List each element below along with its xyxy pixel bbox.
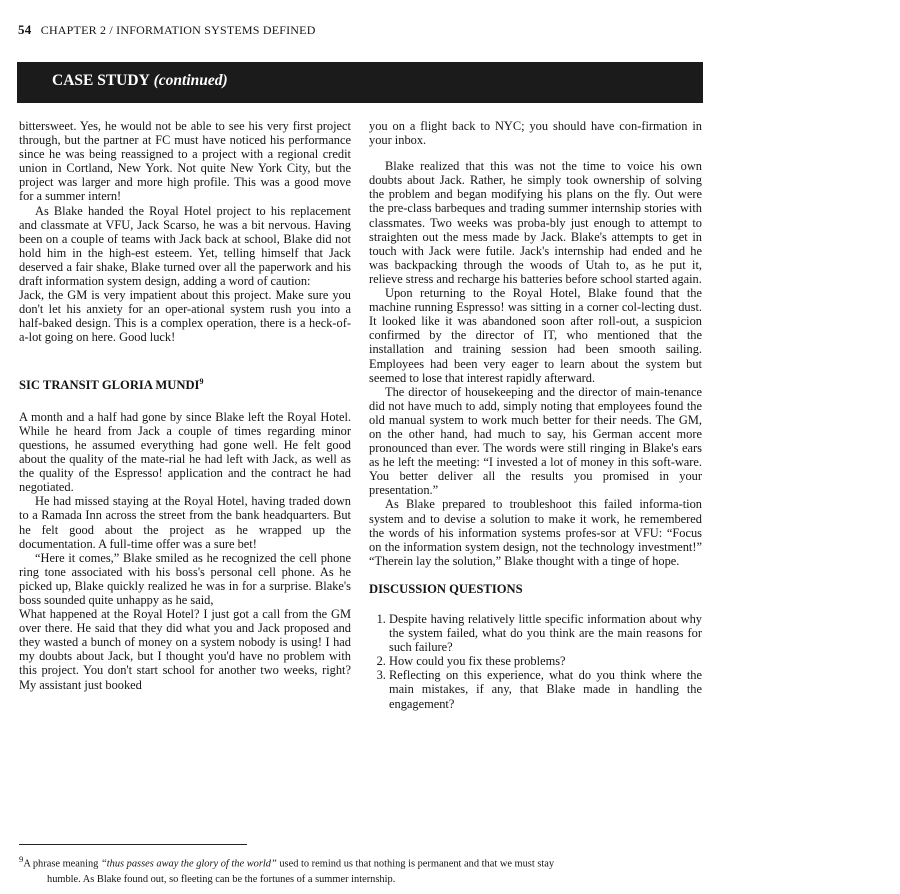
footnote-text: used to remind us that nothing is permanent and that we must stay — [276, 858, 555, 870]
paragraph: The director of housekeeping and the director of main-tenance did not have much to add, simply noting that employees found the old manual system to work much better for their needs. The GM, on the other hand, had much to say, his German accent more pronounced than ever. The words were still ringing in Blake's ears as he left the meeting: “I invested a lot of money in this soft-ware. You better deliver all the results you promised in your presentation.” — [369, 384, 702, 498]
paragraph: He had missed staying at the Royal Hotel, having traded down to a Ramada Inn across the street from the bank headquarters. But he felt good about the project as he wrapped up the documentation. A full-time offer was a sure bet! — [19, 494, 351, 551]
list-item: 1. Despite having relatively little specific information about why the system failed, what do you think are the main reasons for such failure? — [389, 612, 702, 654]
page-number: 54 — [18, 22, 32, 37]
paragraph: As Blake handed the Royal Hotel project to his replacement and classmate at VFU, Jack Scarso, he was a bit nervous. Having been on a couple of teams with Jack back at school, Blake did not hold him in the high-est esteem. Yet, telling himself that Jack deserved a fair shake, Blake turned over all the paperwork and his draft information system design, adding a word of caution: — [19, 203, 351, 289]
paragraph: Blake realized that this was not the time to voice his own doubts about Jack. Rather, he simply took ownership of solving the problem and began modifying his plans on the fly. Out were the pre-class barbeques and trading summer internship stories with classmates. Two weeks was proba-bly just enough to attempt to straighten out the mess made by Jack. Blake's attempts to get in touch with Jack were futile. Jack's internship had ended and he was backpacking through the woods of Utah to, as he put it, relieve stress and recharge his batteries before school started again. — [369, 159, 702, 286]
case-study-banner — [17, 62, 703, 103]
paragraph: As Blake prepared to troubleshoot this failed informa-tion system and to devise a solution to make it work, he remembered the words of his information systems profes-sor at VFU: “Focus on the information system design, not the technology investment!” “Therein lay the solution,” Blake thought with a tinge of hope. — [369, 497, 702, 568]
section-heading — [19, 375, 351, 392]
running-head — [18, 22, 316, 38]
list-item: 3. Reflecting on this experience, what do you think where the main mistakes, if any, that Blake made in handling the engagement? — [389, 668, 702, 710]
right-column — [369, 119, 702, 711]
footnote-ref: 9 — [199, 376, 204, 386]
footnote-mark: 9 — [19, 854, 24, 864]
paragraph: bittersweet. Yes, he would not be able to see his very first project through, but the partner at FC must have noticed his performance since he was being reassigned to a project with a regional credit union in Cortland, New York. Not quite New York City, but the project was larger and more high profile. This was a good move for a summer intern! — [19, 119, 351, 204]
banner-subtitle: (continued) — [153, 72, 228, 89]
discussion-questions-list — [369, 612, 702, 711]
block-quote: What happened at the Royal Hotel? I just got a call from the GM over there. He said that they did what you and Jack proposed and they wasted a bunch of money on a system nobody is using! I had my doubts about Jack, but I thought you'd have no problem with this project. You don't start school for another two weeks, right? My assistant just booked — [19, 607, 351, 692]
footnote — [19, 852, 699, 887]
list-item: 2. How could you fix these problems? — [389, 654, 702, 668]
footnote-line-2: humble. As Blake found out, so fleeting can be the fortunes of a summer internship. — [47, 873, 396, 885]
footnote-italic: “thus passes away the glory of the world” — [100, 858, 277, 870]
section-heading-text: SIC TRANSIT GLORIA MUNDI — [19, 377, 200, 392]
footnote-text: A phrase meaning — [23, 858, 101, 870]
paragraph: “Here it comes,” Blake smiled as he recognized the cell phone ring tone associated with his boss's personal cell phone. As he picked up, Blake quickly realized he was in for a surprise. Blake's boss sounded quite unhappy as he said, — [19, 550, 351, 607]
banner-title-text: CASE STUDY — [52, 72, 150, 89]
footnote-rule — [19, 844, 247, 845]
discussion-questions-heading: DISCUSSION QUESTIONS — [369, 581, 523, 596]
banner-title — [52, 72, 228, 90]
left-column — [19, 119, 351, 692]
paragraph: Upon returning to the Royal Hotel, Blake found that the machine running Espresso! was sitting in a corner col-lecting dust. It looked like it was abandoned soon after roll-out, a suspicion confirmed by the director of IT, who mentioned that the installation and training session had been smooth sailing. Employees had been very eager to learn about the system but seemed to lose that interest rapidly afterward. — [369, 286, 702, 385]
block-quote-continued: you on a flight back to NYC; you should have con-firmation in your inbox. — [369, 119, 702, 148]
footnote-line-1 — [19, 852, 699, 872]
chapter-title: CHAPTER 2 / INFORMATION SYSTEMS DEFINED — [40, 23, 316, 37]
block-quote: Jack, the GM is very impatient about this project. Make sure you don't let his anxiety for an oper-ational system rush you into a half-baked design. This is a complex operation, there is a heck-of-a-lot going on here. Good luck! — [19, 288, 351, 345]
paragraph: A month and a half had gone by since Blake left the Royal Hotel. While he heard from Jack a couple of times regarding minor questions, he assumed everything had gone well. He felt good about the quality of the mate-rial he had left with Jack, as well as the quality of the Espresso! application and the contract he had negotiated. — [19, 409, 351, 495]
